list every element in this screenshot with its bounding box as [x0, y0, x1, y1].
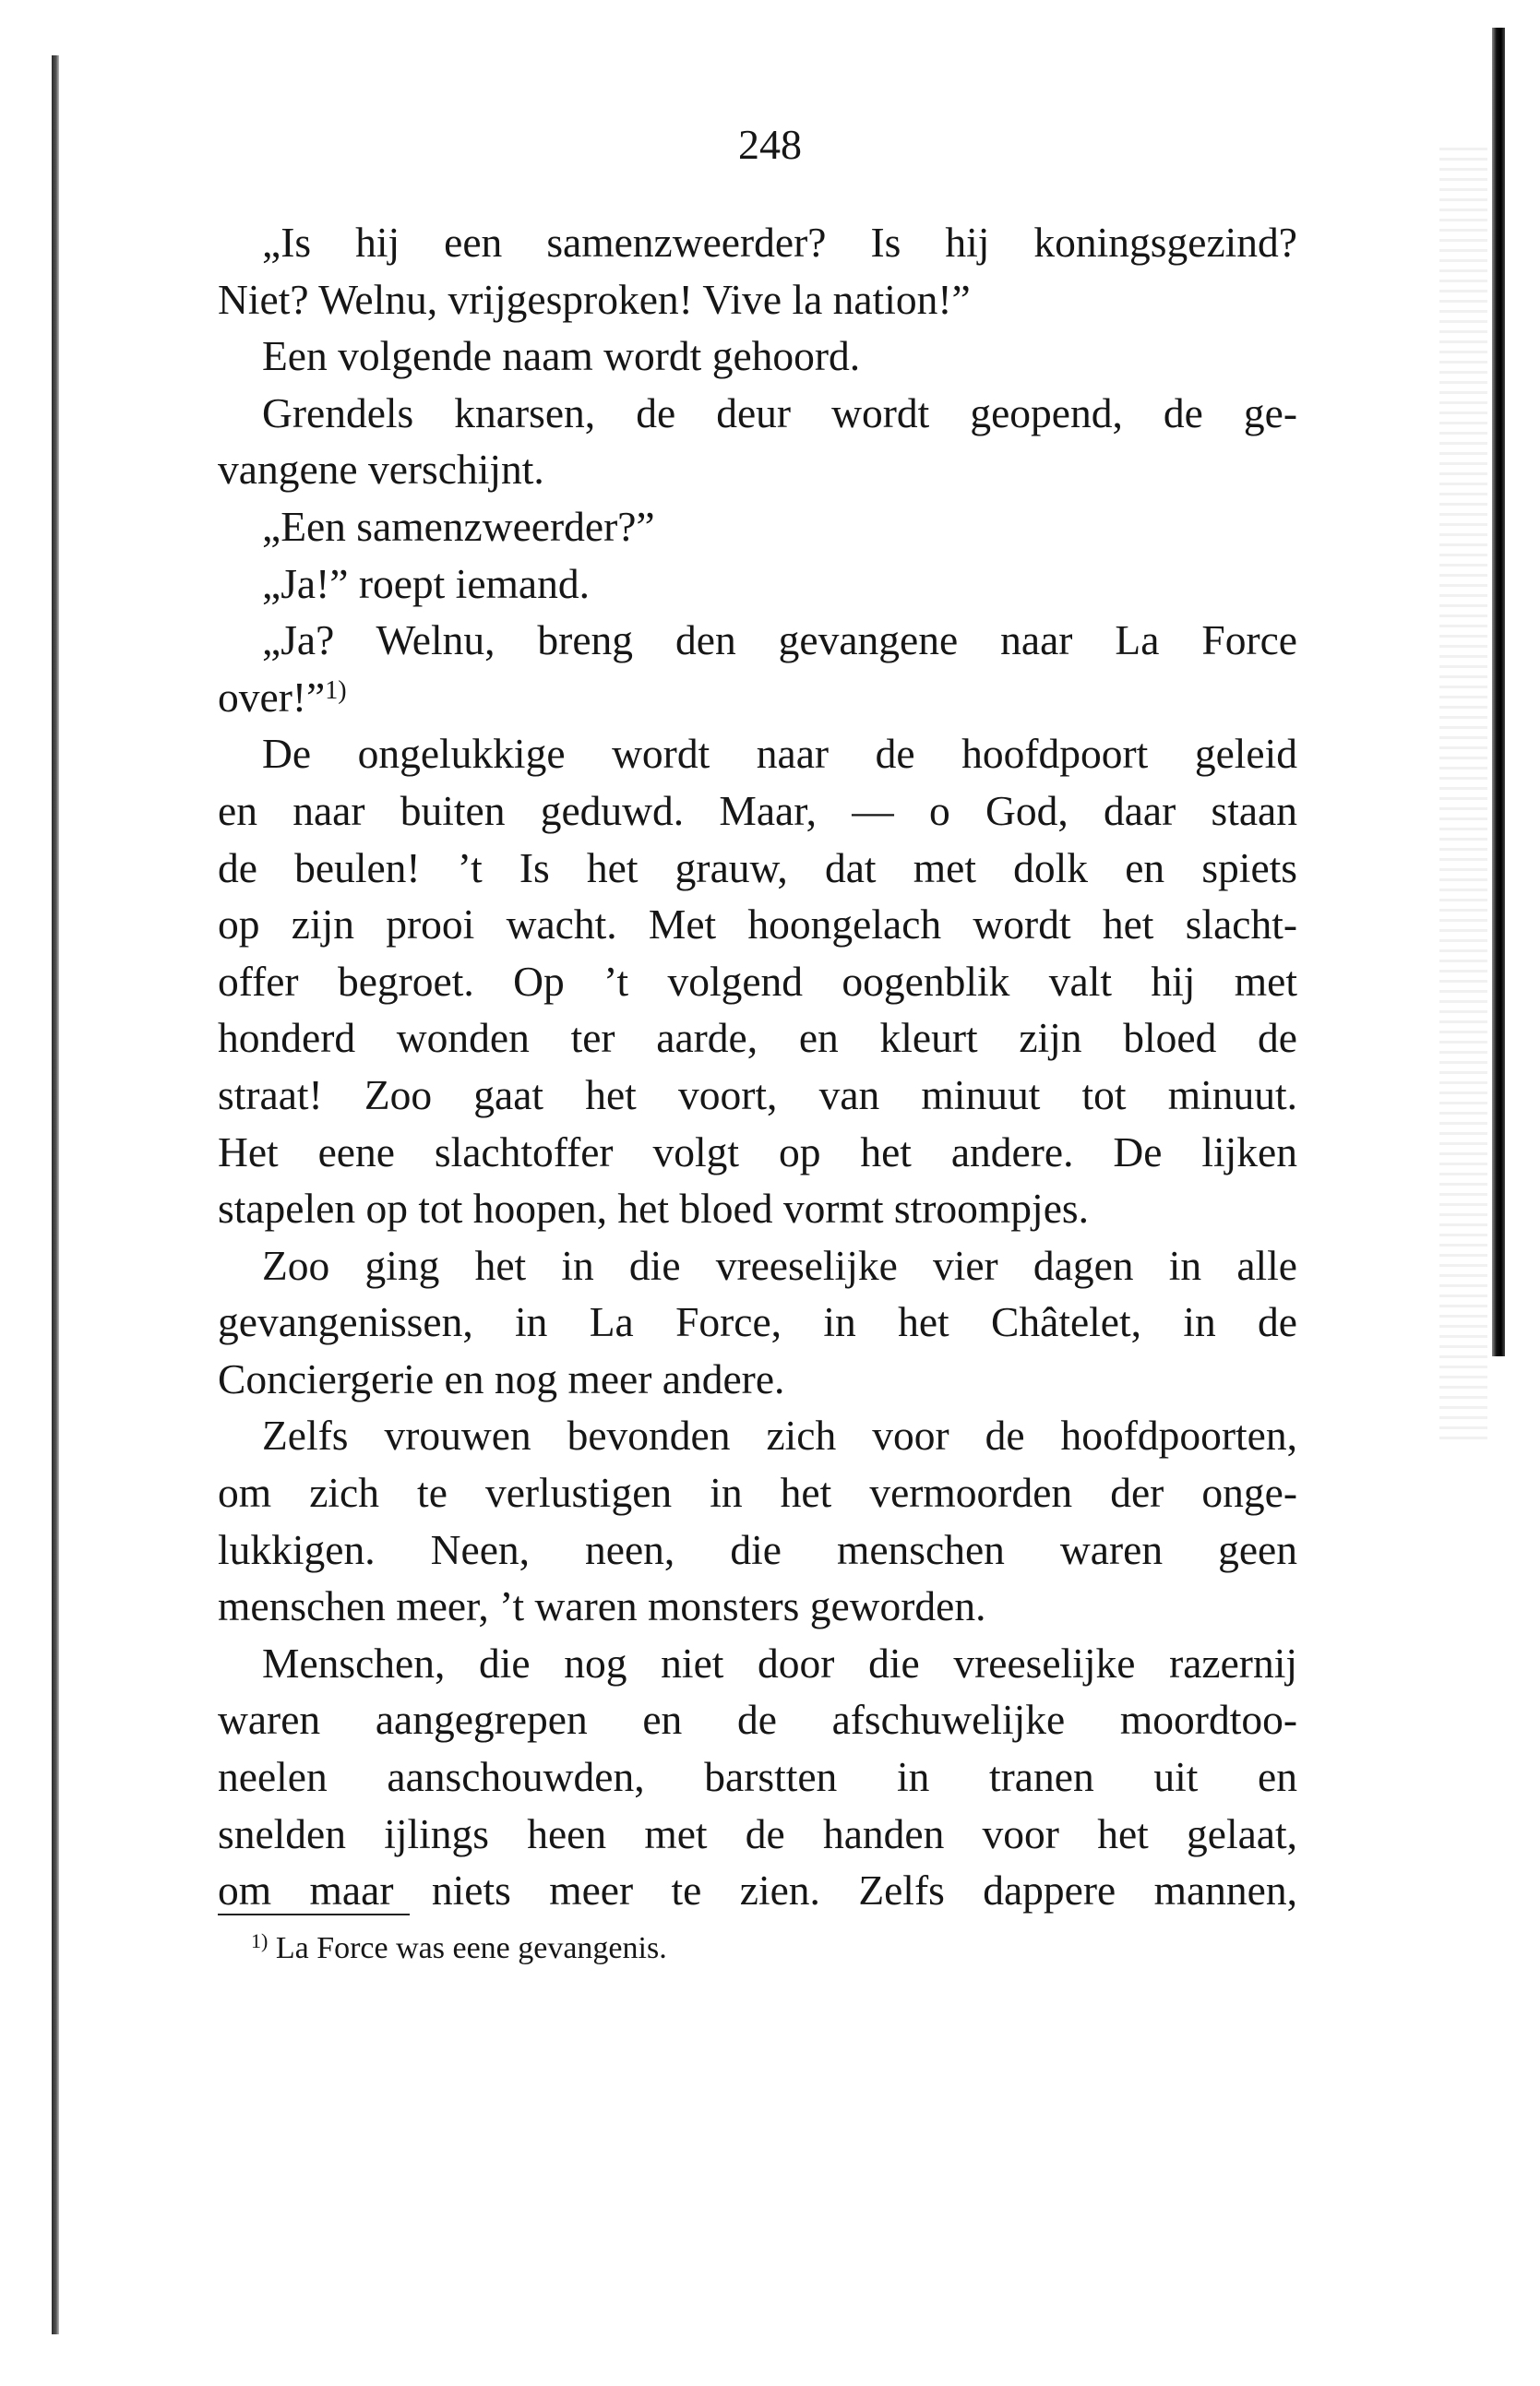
text-line: [218, 1578, 1297, 1635]
text-line-content: waren aangegrepen en de afschuwelijke moordtoo-: [218, 1696, 1297, 1744]
text-line-content: straat! Zoo gaat het voort, van minuut tot minuut.: [218, 1070, 1297, 1118]
footnote-divider: [218, 1914, 410, 1915]
text-line-content: Zelfs vrouwen bevonden zich voor de hoofdpoorten,: [262, 1412, 1297, 1460]
text-line-content: vangene verschijnt.: [218, 446, 544, 494]
text-line: [218, 1691, 1297, 1748]
text-line-content: „Een samenzweerder?”: [262, 502, 655, 550]
page-number: 248: [738, 121, 802, 168]
footnote-reference: 1): [325, 675, 347, 705]
text-line: [218, 725, 1297, 782]
text-line-content: honderd wonden ter aarde, en kleurt zijn bloed de: [218, 1014, 1297, 1062]
text-line: [218, 1237, 1297, 1294]
text-line-content: op zijn prooi wacht. Met hoongelach wordt het slacht-: [218, 901, 1297, 948]
text-line-content: Zoo ging het in die vreeselijke vier dagen in alle: [262, 1241, 1297, 1289]
scan-right-edge: [1492, 28, 1505, 1356]
text-line: [218, 669, 1297, 726]
text-line: [218, 1407, 1297, 1464]
text-line: [218, 271, 1297, 328]
text-line-content: Het eene slachtoffer volgt op het andere. De lijken: [218, 1127, 1297, 1175]
text-line: [218, 782, 1297, 840]
footnote: [251, 1928, 667, 1969]
text-line: [218, 1806, 1297, 1863]
text-line: [218, 1521, 1297, 1579]
text-line-content: Conciergerie en nog meer andere.: [218, 1354, 785, 1402]
text-line: [218, 1862, 1297, 1919]
text-line: [218, 953, 1297, 1010]
text-line: [218, 1124, 1297, 1181]
text-line-content: neelen aanschouwden, barstten in tranen uit en: [218, 1753, 1297, 1801]
text-line-content: offer begroet. Op ’t volgend oogenblik valt hij met: [218, 957, 1297, 1005]
text-line: [218, 214, 1297, 271]
text-line-content: „Ja? Welnu, breng den gevangene naar La Force: [262, 616, 1297, 664]
text-line-content: menschen meer, ’t waren monsters geworden.: [218, 1582, 986, 1630]
text-line-content: Menschen, die nog niet door die vreeselijke razernij: [262, 1639, 1297, 1687]
text-line-content: om maar niets meer te zien. Zelfs dappere mannen,: [218, 1867, 1297, 1915]
text-line: [218, 1748, 1297, 1806]
text-line: [218, 555, 1297, 613]
text-line: [218, 441, 1297, 498]
text-line-content: en naar buiten geduwd. Maar, — o God, daar staan: [218, 786, 1297, 834]
text-line: [218, 1635, 1297, 1692]
text-line: [218, 1009, 1297, 1067]
text-line-content: Grendels knarsen, de deur wordt geopend, de ge-: [262, 388, 1297, 436]
text-line: [218, 498, 1297, 555]
text-line: [218, 385, 1297, 442]
scan-left-edge: [52, 55, 59, 2334]
text-line-content: stapelen op tot hoopen, het bloed vormt stroompjes.: [218, 1185, 1089, 1233]
text-line-content: gevangenissen, in La Force, in het Châtelet, in de: [218, 1298, 1297, 1346]
text-line-content: De ongelukkige wordt naar de hoofdpoort geleid: [262, 730, 1297, 778]
text-line: [218, 612, 1297, 669]
text-line: [218, 896, 1297, 953]
text-line: [218, 328, 1297, 385]
text-line: [218, 1180, 1297, 1237]
text-line-content: Een volgende naam wordt gehoord.: [262, 332, 861, 380]
text-line-content: om zich te verlustigen in het vermoorden der onge-: [218, 1469, 1297, 1517]
text-line-content: lukkigen. Neen, neen, die menschen waren geen: [218, 1525, 1297, 1573]
footnote-mark: 1): [251, 1929, 269, 1952]
text-line: [218, 1351, 1297, 1408]
text-line-content: „Is hij een samenzweerder? Is hij koningsgezind?: [262, 219, 1297, 266]
text-line-content: de beulen! ’t Is het grauw, dat met dolk en spiets: [218, 843, 1297, 891]
text-line: [218, 840, 1297, 897]
footnote-text: La Force was eene gevangenis.: [275, 1931, 667, 1965]
body-text: [218, 214, 1297, 1919]
text-line: [218, 1464, 1297, 1521]
text-line-content: snelden ijlings heen met de handen voor het gelaat,: [218, 1809, 1297, 1857]
text-line-content: Niet? Welnu, vrijgesproken! Vive la nation!”: [218, 275, 971, 323]
scan-speckle: [1439, 148, 1487, 1439]
text-line: [218, 1067, 1297, 1124]
text-line: [218, 1294, 1297, 1351]
text-line-content: „Ja!” roept iemand.: [262, 559, 590, 607]
text-line-content: over!”: [218, 673, 326, 721]
